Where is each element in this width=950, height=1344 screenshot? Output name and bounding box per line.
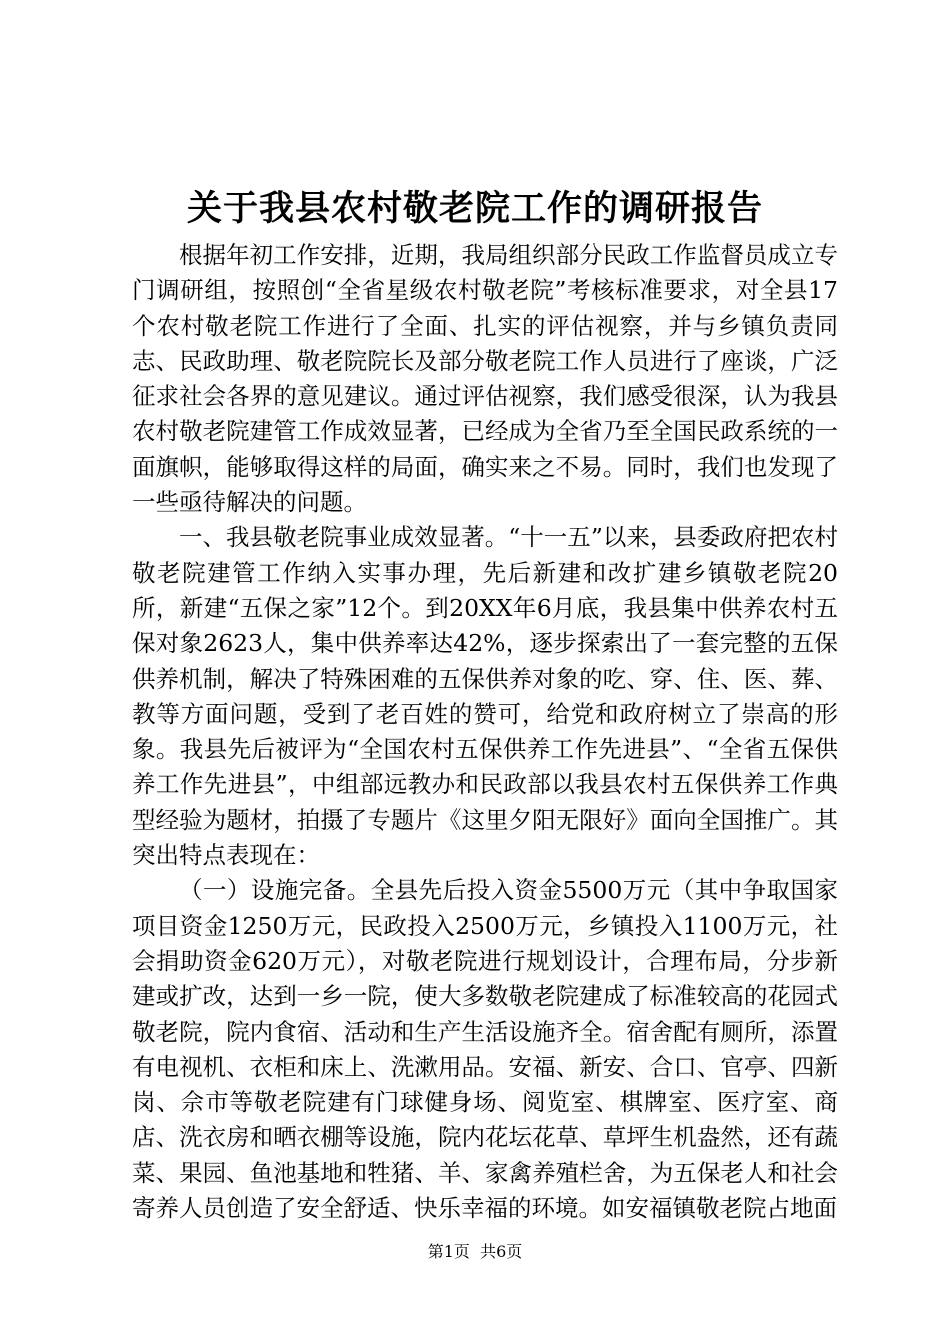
page-footer <box>0 1240 950 1264</box>
paragraph-section-one: 一、我县敬老院事业成效显著。“十一五”以来，县委政府把农村敬老院建管工作纳入实事办理，先后新建和改扩建乡镇敬老院20所，新建“五保之家”12个。到20XX年6月底，我县集中供养农村五保对象2623人，集中供养率达42%，逐步探索出了一套完整的五保供养机制，解决了特殊困难的五保供养对象的吃、穿、住、医、葬、教等方面问题，受到了老百姓的赞可，给党和政府树立了崇高的形象。我县先后被评为“全国农村五保供养工作先进县”、“全省五保供养工作先进县”，中组部远教办和民政部以我县农村五保供养工作典型经验为题材，拍摄了专题片《这里夕阳无限好》面向全国推广。其突出特点表现在： <box>132 523 838 870</box>
paragraph-intro: 根据年初工作安排，近期，我局组织部分民政工作监督员成立专门调研组，按照创“全省星级农村敬老院”考核标准要求，对全县17个农村敬老院工作进行了全面、扎实的评估视察，并与乡镇负责同志、民政助理、敬老院院长及部分敬老院工作人员进行了座谈，广泛征求社会各界的意见建议。通过评估视察，我们感受很深，认为我县农村敬老院建管工作成效显著，已经成为全省乃至全国民政系统的一面旗帜，能够取得这样的局面，确实来之不易。同时，我们也发现了一些亟待解决的问题。 <box>132 241 838 517</box>
document-title: 关于我县农村敬老院工作的调研报告 <box>186 188 763 229</box>
document-body <box>132 238 838 1226</box>
paragraph-facilities: （一）设施完备。全县先后投入资金5500万元（其中争取国家项目资金1250万元，民政投入2500万元，乡镇投入1100万元，社会捐助资金620万元），对敬老院进行规划设计，合理布局，分步新建或扩改，达到一乡一院，使大多数敬老院建成了标准较高的花园式敬老院，院内食宿、活动和生产生活设施齐全。宿舍配有厕所，添置有电视机、衣柜和床上、洗漱用品。安福、新安、合口、官亭、四新岗、佘市等敬老院建有门球健身场、阅览室、棋牌室、医疗室、商店、洗衣房和晒衣棚等设施，院内花坛花草、草坪生机盎然，还有蔬菜、果园、鱼池基地和牲猪、羊、家禽养殖栏舍，为五保老人和社会寄养人员创造了安全舒适、快乐幸福的环境。如安福镇敬老院占地面 <box>132 876 838 1223</box>
page-indicator: 第1页 共6页 <box>427 1242 523 1261</box>
